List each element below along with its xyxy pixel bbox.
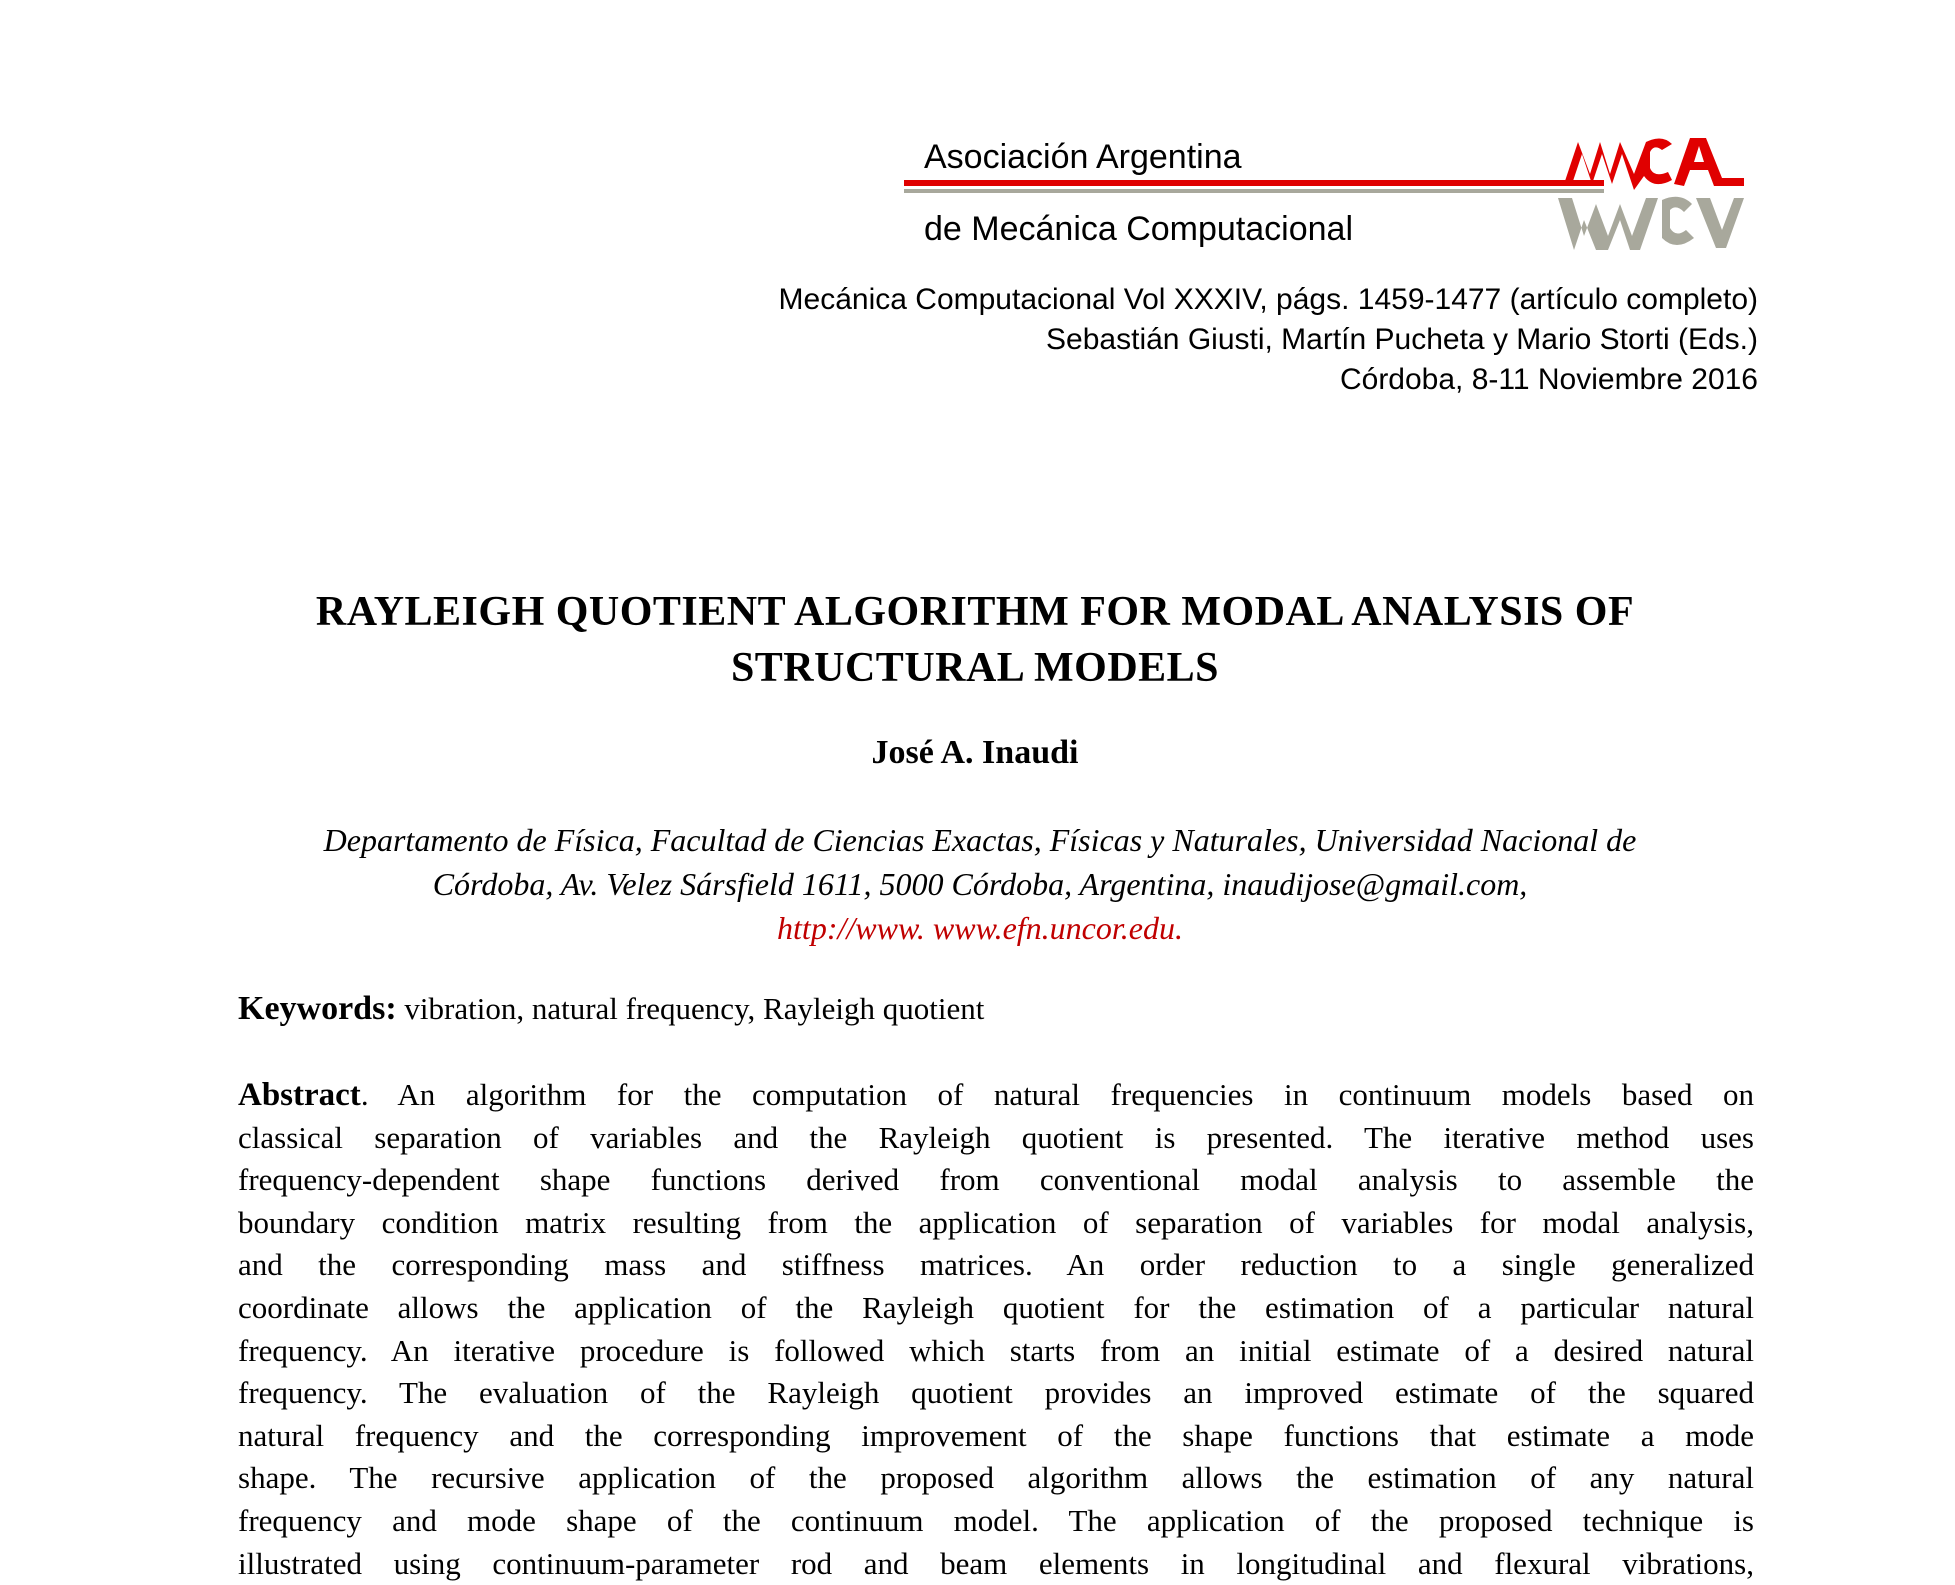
keywords-label: Keywords: xyxy=(238,990,397,1027)
abstract-line: boundary condition matrix resulting from the application of separation of variables for modal analysis, xyxy=(238,1204,1754,1240)
keywords xyxy=(238,990,984,1028)
paper-author: José A. Inaudi xyxy=(871,734,1079,771)
affiliation-line-1: Departamento de Física, Facultad de Ciencias Exactas, Físicas y Naturales, Universidad Nacional de xyxy=(323,822,1637,858)
abstract-line: frequency and mode shape of the continuum model. The application of the proposed technique is xyxy=(238,1502,1754,1538)
affiliation xyxy=(230,818,1730,950)
abstract-line: shape. The recursive application of the proposed algorithm allows the estimation of any natural xyxy=(238,1460,1754,1496)
pub-line-place-date: Córdoba, 8-11 Noviembre 2016 xyxy=(1339,363,1758,396)
abstract-line-text: . An algorithm for the computation of natural frequencies in continuum models based on xyxy=(360,1077,1754,1112)
org-name-line1: Asociación Argentina xyxy=(924,138,1242,176)
affiliation-url-link[interactable]: http://www. www.efn.uncor.edu. xyxy=(777,910,1183,946)
paper-title xyxy=(230,584,1720,696)
abstract-line: frequency. An iterative procedure is followed which starts from an initial estimate of a desired natural xyxy=(238,1332,1754,1368)
pub-line-editors: Sebastián Giusti, Martín Pucheta y Mario Storti (Eds.) xyxy=(1046,323,1758,356)
abstract-line: frequency-dependent shape functions derived from conventional modal analysis to assemble the xyxy=(238,1162,1754,1198)
keywords-text: vibration, natural frequency, Rayleigh quotient xyxy=(404,991,985,1026)
org-name-line2: de Mecánica Computacional xyxy=(924,210,1354,248)
affiliation-line-2: Córdoba, Av. Velez Sársfield 1611, 5000 Córdoba, Argentina, inaudijose@gmail.com, xyxy=(432,866,1528,902)
abstract-line: classical separation of variables and the Rayleigh quotient is presented. The iterative method uses xyxy=(238,1119,1754,1155)
abstract-label: Abstract xyxy=(238,1077,361,1113)
abstract-line: illustrated using continuum-parameter rod and beam elements in longitudinal and flexural vibrations, xyxy=(238,1545,1754,1581)
abstract-line: coordinate allows the application of the Rayleigh quotient for the estimation of a particular natural xyxy=(238,1289,1754,1325)
abstract-line: and the corresponding mass and stiffness matrices. An order reduction to a single generalized xyxy=(238,1247,1754,1283)
abstract-line: frequency. The evaluation of the Rayleigh quotient provides an improved estimate of the squared xyxy=(238,1375,1754,1411)
abstract-line: natural frequency and the corresponding improvement of the shape functions that estimate a mode xyxy=(238,1417,1754,1453)
pub-line-volume: Mecánica Computacional Vol XXXIV, págs. 1459-1477 (artículo completo) xyxy=(778,283,1758,316)
title-line-2: STRUCTURAL MODELS xyxy=(730,645,1220,691)
publication-info xyxy=(779,280,1758,400)
abstract-line xyxy=(238,1074,1754,1117)
amca-logo xyxy=(1550,128,1746,256)
abstract xyxy=(238,1074,1754,1585)
title-line-1: RAYLEIGH QUOTIENT ALGORITHM FOR MODAL ANALYSIS OF xyxy=(315,589,1635,635)
